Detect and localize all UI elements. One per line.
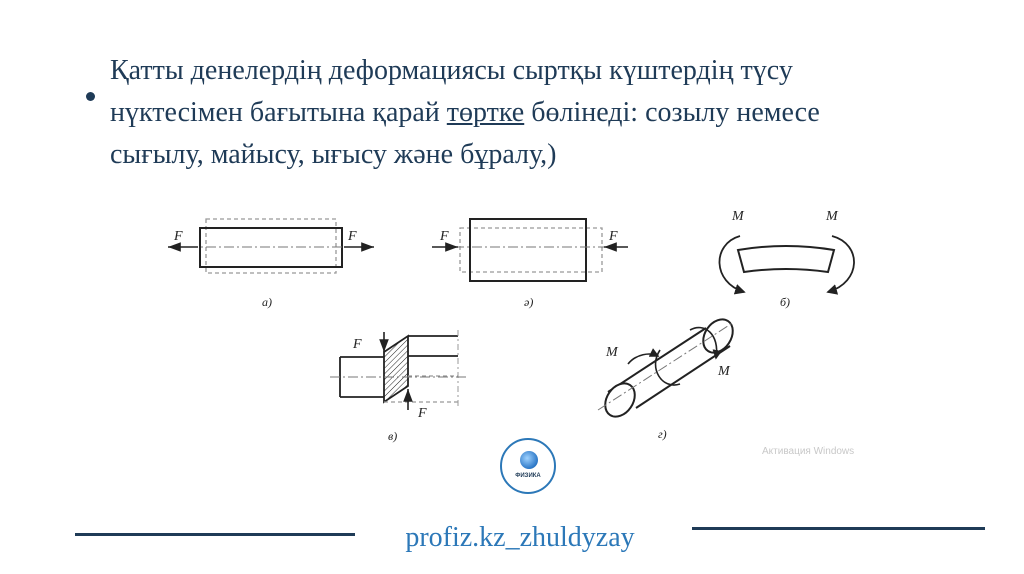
caption-a: а) [262, 295, 272, 309]
force-label-v-top: F [353, 337, 362, 352]
diagram-tension [168, 219, 374, 309]
caption-ae: ә) [524, 295, 534, 309]
globe-icon [520, 451, 538, 469]
footer-rule-left [75, 533, 355, 536]
paragraph-text-start: Қатты денелердің деформациясы сыртқы күштердің түсу нүктесімен бағытына қарай [110, 55, 793, 128]
paragraph-text-end: бөлінеді: созылу немесе сығылу, майысу, ығысу және бұралу,) [110, 97, 820, 170]
footer-rule-right [692, 527, 985, 530]
force-label-v-bottom: F [418, 406, 427, 421]
force-label-ae-left: F [440, 229, 449, 244]
diagram-torsion [598, 314, 739, 441]
watermark-text: Активация Windows [762, 446, 855, 457]
moment-label-g-left: M [606, 345, 618, 360]
caption-b: б) [780, 295, 791, 309]
caption-g: г) [658, 427, 667, 441]
moment-label-b-right: M [826, 209, 838, 224]
diagram-compression [432, 219, 628, 309]
force-label-a-right: F [348, 229, 357, 244]
logo-label: ФИЗИКА [515, 473, 541, 479]
diagram-shear [330, 330, 466, 443]
force-label-a-left: F [174, 229, 183, 244]
footer-text: profiz.kz_zhuldyzay [405, 522, 635, 553]
diagram-bending [719, 209, 854, 309]
physics-logo [500, 438, 556, 494]
moment-label-g-right: M [718, 364, 730, 379]
paragraph-underlined-word: төртке [446, 97, 525, 128]
moment-label-b-left: M [732, 209, 744, 224]
caption-v: в) [388, 429, 398, 443]
force-label-ae-right: F [609, 229, 618, 244]
